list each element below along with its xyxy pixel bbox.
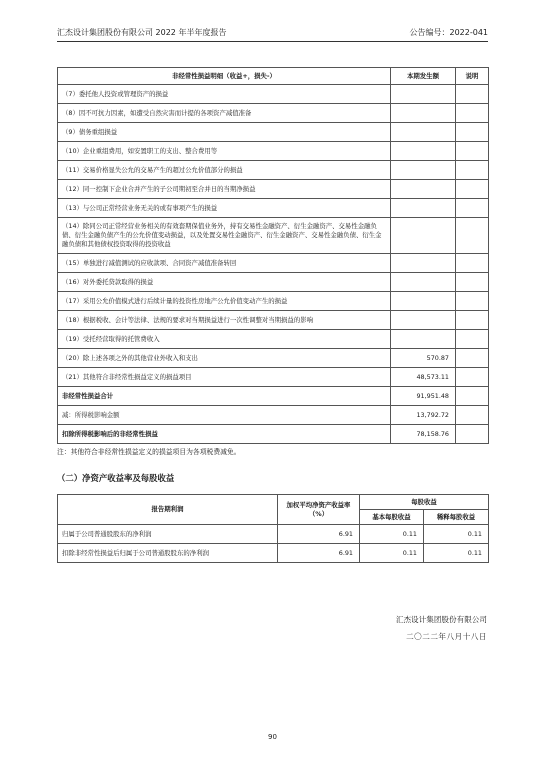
- row-note: [456, 349, 489, 368]
- table-row: [58, 349, 489, 368]
- row-amount: [391, 142, 456, 161]
- row-note: [456, 199, 489, 218]
- row-amount: [391, 330, 456, 349]
- row-label: 归属于公司普通股股东的净利润: [58, 525, 278, 544]
- row-amount: [391, 273, 456, 292]
- table-footnote: 注：其他符合非经常性损益定义的损益项目为各项税费减免。: [57, 448, 241, 456]
- table-row: [58, 311, 489, 330]
- row-diluted-eps: 0.11: [424, 544, 489, 563]
- header-item: 非经常性损益明细（收益+，损失-）: [58, 68, 391, 85]
- table-row: [58, 180, 489, 199]
- table-row: [58, 525, 489, 544]
- row-note: [456, 273, 489, 292]
- table-row: [58, 330, 489, 349]
- page-header: [57, 27, 488, 38]
- row-item: （13）与公司正常经营业务无关的或有事项产生的损益: [58, 199, 391, 218]
- table-row: [58, 368, 489, 387]
- row-item: （11）交易价格显失公允的交易产生的超过公允价值部分的损益: [58, 161, 391, 180]
- row-item: （10）企业重组费用，如安置职工的支出、整合费用等: [58, 142, 391, 161]
- row-item: （9）债务重组损益: [58, 123, 391, 142]
- row-amount: [391, 199, 456, 218]
- header-diluted-eps: 稀释每股收益: [424, 510, 489, 525]
- table-row: [58, 218, 489, 254]
- table-row: [58, 425, 489, 444]
- row-item: 扣除所得税影响后的非经常性损益: [58, 425, 391, 444]
- row-item: 非经常性损益合计: [58, 387, 391, 406]
- row-note: [456, 311, 489, 330]
- header-eps: 每股收益: [360, 495, 489, 510]
- table-row: [58, 406, 489, 425]
- non-recurring-gains-table: [57, 67, 489, 444]
- row-basic-eps: 0.11: [360, 525, 424, 544]
- announcement-number: 公告编号：2022-041: [409, 28, 488, 37]
- row-item: （8）因不可抗力因素，如遭受自然灾害而计提的各项资产减值准备: [58, 104, 391, 123]
- table-row: [58, 123, 489, 142]
- row-item: （18）根据税收、会计等法律、法规的要求对当期损益进行一次性调整对当期损益的影响: [58, 311, 391, 330]
- table-row: [58, 199, 489, 218]
- row-note: [456, 292, 489, 311]
- header-divider: [57, 41, 488, 42]
- row-diluted-eps: 0.11: [424, 525, 489, 544]
- row-item: （21）其他符合非经常性损益定义的损益项目: [58, 368, 391, 387]
- row-note: [456, 180, 489, 199]
- row-roe: 6.91: [278, 525, 360, 544]
- row-amount: 48,573.11: [391, 368, 456, 387]
- row-item: （7）委托他人投资或管理资产的损益: [58, 85, 391, 104]
- row-note: [456, 330, 489, 349]
- row-amount: [391, 123, 456, 142]
- signature-date: 二〇二二年八月十八日: [406, 632, 487, 641]
- row-item: （19）受托经营取得的托管费收入: [58, 330, 391, 349]
- row-note: [456, 254, 489, 273]
- page-number: 90: [268, 733, 277, 741]
- row-note: [456, 406, 489, 425]
- table-row: [58, 387, 489, 406]
- row-amount: 570.87: [391, 349, 456, 368]
- row-amount: 91,951.48: [391, 387, 456, 406]
- row-note: [456, 85, 489, 104]
- table-row: [58, 292, 489, 311]
- row-note: [456, 425, 489, 444]
- row-roe: 6.91: [278, 544, 360, 563]
- row-note: [456, 218, 489, 254]
- header-roe: 加权平均净资产收益率（%）: [278, 495, 360, 525]
- row-amount: [391, 180, 456, 199]
- signature-company: 汇杰设计集团股份有限公司: [395, 615, 487, 624]
- table-header-row: [58, 68, 489, 85]
- row-item: （15）单独进行减值测试的应收款项、合同资产减值准备转回: [58, 254, 391, 273]
- row-amount: [391, 311, 456, 330]
- header-note: 说明: [456, 68, 489, 85]
- row-amount: 78,158.76: [391, 425, 456, 444]
- row-amount: [391, 218, 456, 254]
- row-item: （16）对外委托贷款取得的损益: [58, 273, 391, 292]
- header-basic-eps: 基本每股收益: [360, 510, 424, 525]
- row-item: 减：所得税影响金额: [58, 406, 391, 425]
- header-amount: 本期发生额: [391, 68, 456, 85]
- row-amount: [391, 254, 456, 273]
- row-note: [456, 387, 489, 406]
- row-amount: [391, 292, 456, 311]
- roe-eps-table: [57, 494, 489, 563]
- row-item: （12）同一控制下企业合并产生的子公司期初至合并日的当期净损益: [58, 180, 391, 199]
- header-title: 汇杰设计集团股份有限公司 2022 年半年度报告: [57, 28, 227, 37]
- row-amount: [391, 104, 456, 123]
- row-note: [456, 104, 489, 123]
- row-amount: [391, 161, 456, 180]
- row-note: [456, 368, 489, 387]
- row-note: [456, 142, 489, 161]
- row-item: （14）除同公司正常经营业务相关的有效套期保值业务外，持有交易性金融资产、衍生金融资产、交易性金融负债、衍生金融负债产生的公允价值变动损益，以及处置交易性金融资产、衍生金融资产、交易性金融负债、衍生金融负债和其他债权投资取得的投资收益: [58, 218, 391, 254]
- row-note: [456, 161, 489, 180]
- table-row: [58, 273, 489, 292]
- table-row: [58, 254, 489, 273]
- row-note: [456, 123, 489, 142]
- row-item: （20）除上述各项之外的其他营业外收入和支出: [58, 349, 391, 368]
- row-item: （17）采用公允价值模式进行后续计量的投资性房地产公允价值变动产生的损益: [58, 292, 391, 311]
- table-row: [58, 142, 489, 161]
- table-row: [58, 161, 489, 180]
- table-row: [58, 85, 489, 104]
- table-row: [58, 104, 489, 123]
- table-row: [58, 544, 489, 563]
- header-profit: 报告期利润: [58, 495, 278, 525]
- row-amount: [391, 85, 456, 104]
- row-label: 扣除非经常性损益后归属于公司普通股股东的净利润: [58, 544, 278, 563]
- section-title: （二）净资产收益率及每股收益: [57, 473, 175, 483]
- row-amount: 13,792.72: [391, 406, 456, 425]
- row-basic-eps: 0.11: [360, 544, 424, 563]
